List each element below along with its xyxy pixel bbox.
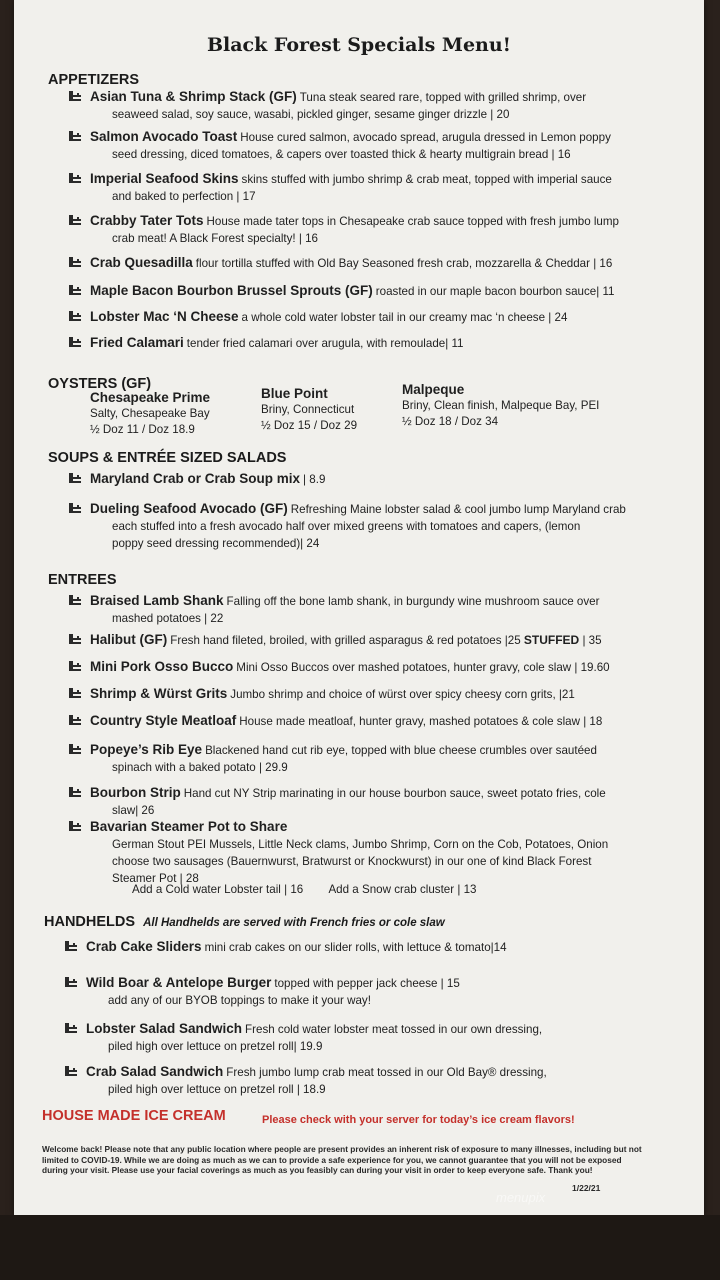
item-desc: Fresh hand fileted, broiled, with grilled asparagus & red potatoes |25 xyxy=(170,634,521,647)
item-desc-line: crab meat! A Black Forest specialty! | 16 xyxy=(112,232,318,245)
item-desc-line: German Stout PEI Mussels, Little Neck clams, Jumbo Shrimp, Corn on the Cob, Potatoes, Onion xyxy=(112,838,609,851)
chef-hat-icon xyxy=(68,714,82,726)
menu-item xyxy=(68,685,628,703)
item-desc-line: and baked to perfection | 17 xyxy=(112,190,256,203)
menu-page xyxy=(14,0,704,1215)
watermark: menupix xyxy=(496,1190,546,1205)
table-surface xyxy=(0,1215,720,1280)
menu-item xyxy=(68,170,628,205)
menu-item xyxy=(64,938,624,956)
item-desc-line: seed dressing, diced tomatoes, & capers over toasted thick & hearty multigrain bread | 16 xyxy=(112,148,571,161)
menu-item xyxy=(68,254,628,272)
menu-item xyxy=(64,974,624,1009)
item-extra-price: | 35 xyxy=(582,634,602,647)
soups-heading: SOUPS & ENTRÉE SIZED SALADS xyxy=(48,450,287,466)
chef-hat-icon xyxy=(68,472,82,484)
item-desc: Falling off the bone lamb shank, in burgundy wine mushroom sauce over xyxy=(226,595,600,608)
chef-hat-icon xyxy=(68,786,82,798)
menu-item xyxy=(68,128,628,163)
item-name: Mini Pork Osso Bucco xyxy=(90,659,234,674)
chef-hat-icon xyxy=(68,90,82,102)
menu-item xyxy=(68,592,628,627)
item-desc: Tuna steak seared rare, topped with grilled shrimp, over xyxy=(299,91,587,104)
chef-hat-icon xyxy=(68,594,82,606)
oysters-heading: OYSTERS (GF) xyxy=(48,376,152,392)
entrees-heading: ENTREES xyxy=(48,572,117,588)
item-name: Lobster Salad Sandwich xyxy=(86,1021,243,1036)
chef-hat-icon xyxy=(68,660,82,672)
item-name: Crab Salad Sandwich xyxy=(86,1064,224,1079)
item-desc: | 8.9 xyxy=(303,473,326,486)
chef-hat-icon xyxy=(68,502,82,514)
item-name: Bavarian Steamer Pot to Share xyxy=(90,819,288,834)
menu-date: 1/22/21 xyxy=(572,1183,601,1193)
appetizers-heading: APPETIZERS xyxy=(48,72,140,88)
menu-item xyxy=(68,282,628,300)
item-name: Asian Tuna & Shrimp Stack (GF) xyxy=(90,89,297,104)
item-name: Lobster Mac ‘N Cheese xyxy=(90,309,239,324)
oyster-price: ½ Doz 15 / Doz 29 xyxy=(261,419,358,432)
chef-hat-icon xyxy=(68,310,82,322)
oyster-desc: Salty, Chesapeake Bay xyxy=(90,407,210,420)
oyster-price: ½ Doz 18 / Doz 34 xyxy=(402,415,499,428)
menu-item xyxy=(68,88,628,123)
chef-hat-icon xyxy=(68,336,82,348)
oyster-desc: Briny, Connecticut xyxy=(261,403,355,416)
chef-hat-icon xyxy=(64,1065,78,1077)
chef-hat-icon xyxy=(68,172,82,184)
menu-item xyxy=(68,334,628,352)
chef-hat-icon xyxy=(68,743,82,755)
item-name: Country Style Meatloaf xyxy=(90,713,237,728)
item-desc: topped with pepper jack cheese | 15 xyxy=(274,977,460,990)
item-desc: Blackened hand cut rib eye, topped with blue cheese crumbles over sautéed xyxy=(205,744,597,757)
addon-snow-crab: Add a Snow crab cluster | 13 xyxy=(328,883,477,896)
menu-item xyxy=(68,658,628,676)
item-name: Halibut (GF) xyxy=(90,632,168,647)
item-name: Braised Lamb Shank xyxy=(90,593,224,608)
item-desc-line: slaw| 26 xyxy=(112,804,155,817)
item-name: Dueling Seafood Avocado (GF) xyxy=(90,501,288,516)
menu-item xyxy=(68,741,628,776)
oyster-item xyxy=(261,386,357,434)
item-name: Wild Boar & Antelope Burger xyxy=(86,975,272,990)
oyster-price: ½ Doz 11 / Doz 18.9 xyxy=(90,423,195,436)
chef-hat-icon xyxy=(68,214,82,226)
ice-cream-heading: HOUSE MADE ICE CREAM xyxy=(42,1108,226,1124)
oyster-item xyxy=(402,382,599,430)
item-desc: flour tortilla stuffed with Old Bay Seasoned fresh crab, mozzarella & Cheddar | 16 xyxy=(195,257,613,270)
item-desc: Fresh cold water lobster meat tossed in our own dressing, xyxy=(245,1023,543,1036)
chef-hat-icon xyxy=(68,633,82,645)
menu-title: Black Forest Specials Menu! xyxy=(206,34,512,56)
item-desc-line: each stuffed into a fresh avocado half over mixed greens with tomatoes and capers, (lemon xyxy=(112,520,581,533)
item-desc: Fresh jumbo lump crab meat tossed in our Old Bay® dressing, xyxy=(226,1066,547,1079)
item-desc-line: piled high over lettuce on pretzel roll | 18.9 xyxy=(108,1083,326,1096)
oyster-item xyxy=(90,390,210,438)
disclaimer: Welcome back! Please note that any public location where people are present provides an inherent risk of exposure to many illnesses, including but not limited to COVID-19. While we are doing as much as we can to provide a safe experience for you, we cannot guarantee that you will not be exposed during your visit. Please use your facial coverings as much as you feasibly can during your visit in order to keep everyone safe. Thank you! xyxy=(42,1144,642,1175)
menu-item xyxy=(68,631,628,649)
item-desc-line: piled high over lettuce on pretzel roll| 19.9 xyxy=(108,1040,323,1053)
item-name: Crab Quesadilla xyxy=(90,255,193,270)
item-name: Popeye’s Rib Eye xyxy=(90,742,203,757)
oyster-name: Chesapeake Prime xyxy=(90,390,211,405)
item-desc-line: spinach with a baked potato | 29.9 xyxy=(112,761,288,774)
item-name: Maple Bacon Bourbon Brussel Sprouts (GF) xyxy=(90,283,373,298)
menu-item xyxy=(68,818,628,887)
item-desc-line: poppy seed dressing recommended)| 24 xyxy=(112,537,320,550)
item-name: Bourbon Strip xyxy=(90,785,181,800)
chef-hat-icon xyxy=(68,130,82,142)
item-desc-line: add any of our BYOB toppings to make it your way! xyxy=(108,994,371,1007)
item-name: Imperial Seafood Skins xyxy=(90,171,239,186)
item-desc: mini crab cakes on our slider rolls, with lettuce & tomato|14 xyxy=(204,941,507,954)
menu-item xyxy=(68,784,628,819)
menu-item xyxy=(68,308,628,326)
item-desc: skins stuffed with jumbo shrimp & crab meat, topped with imperial sauce xyxy=(241,173,612,186)
item-name: Fried Calamari xyxy=(90,335,184,350)
item-desc: House cured salmon, avocado spread, arugula dressed in Lemon poppy xyxy=(240,131,611,144)
item-name: Shrimp & Würst Grits xyxy=(90,686,228,701)
handhelds-heading: HANDHELDS All Handhelds are served with French fries or cole slaw xyxy=(44,914,445,930)
item-extra: STUFFED xyxy=(523,633,580,647)
item-desc: Hand cut NY Strip marinating in our house bourbon sauce, sweet potato fries, cole xyxy=(183,787,606,800)
menu-item xyxy=(64,1063,624,1098)
chef-hat-icon xyxy=(64,940,78,952)
oyster-name: Malpeque xyxy=(402,382,465,397)
oyster-name: Blue Point xyxy=(261,386,328,401)
item-desc: Mini Osso Buccos over mashed potatoes, hunter gravy, cole slaw | 19.60 xyxy=(236,661,610,674)
menu-item xyxy=(68,212,628,247)
chef-hat-icon xyxy=(64,1022,78,1034)
item-desc: a whole cold water lobster tail in our creamy mac ‘n cheese | 24 xyxy=(241,311,568,324)
item-desc: House made meatloaf, hunter gravy, mashed potatoes & cole slaw | 18 xyxy=(239,715,603,728)
item-name: Maryland Crab or Crab Soup mix xyxy=(90,471,301,486)
entree-addons xyxy=(132,881,692,898)
chef-hat-icon xyxy=(68,687,82,699)
oyster-desc: Briny, Clean finish, Malpeque Bay, PEI xyxy=(402,399,600,412)
chef-hat-icon xyxy=(68,284,82,296)
item-desc: tender fried calamari over arugula, with remoulade| 11 xyxy=(186,337,464,350)
item-desc-line: seaweed salad, soy sauce, wasabi, pickled ginger, sesame ginger drizzle | 20 xyxy=(112,108,510,121)
item-desc: House made tater tops in Chesapeake crab sauce topped with fresh jumbo lump xyxy=(206,215,619,228)
item-desc-line: choose two sausages (Bauernwurst, Bratwurst or Knockwurst) in our one of kind Black Forest xyxy=(112,855,592,868)
item-desc: Jumbo shrimp and choice of würst over spicy cheesy corn grits, |21 xyxy=(230,688,575,701)
menu-item xyxy=(64,1020,624,1055)
menu-item xyxy=(68,470,628,488)
handhelds-note: All Handhelds are served with French fries or cole slaw xyxy=(143,917,445,929)
menu-item xyxy=(68,712,628,730)
item-desc-line: mashed potatoes | 22 xyxy=(112,612,224,625)
menu-item xyxy=(68,500,628,552)
ice-cream-note: Please check with your server for today’s ice cream flavors! xyxy=(262,1114,575,1126)
item-desc: roasted in our maple bacon bourbon sauce| 11 xyxy=(375,285,615,298)
addon-lobster-tail: Add a Cold water Lobster tail | 16 xyxy=(132,883,304,896)
chef-hat-icon xyxy=(68,820,82,832)
item-name: Salmon Avocado Toast xyxy=(90,129,238,144)
item-desc-line: Steamer Pot | 28 xyxy=(112,872,199,885)
item-desc: Refreshing Maine lobster salad & cool jumbo lump Maryland crab xyxy=(290,503,626,516)
item-name: Crabby Tater Tots xyxy=(90,213,204,228)
chef-hat-icon xyxy=(64,976,78,988)
chef-hat-icon xyxy=(68,256,82,268)
item-name: Crab Cake Sliders xyxy=(86,939,202,954)
